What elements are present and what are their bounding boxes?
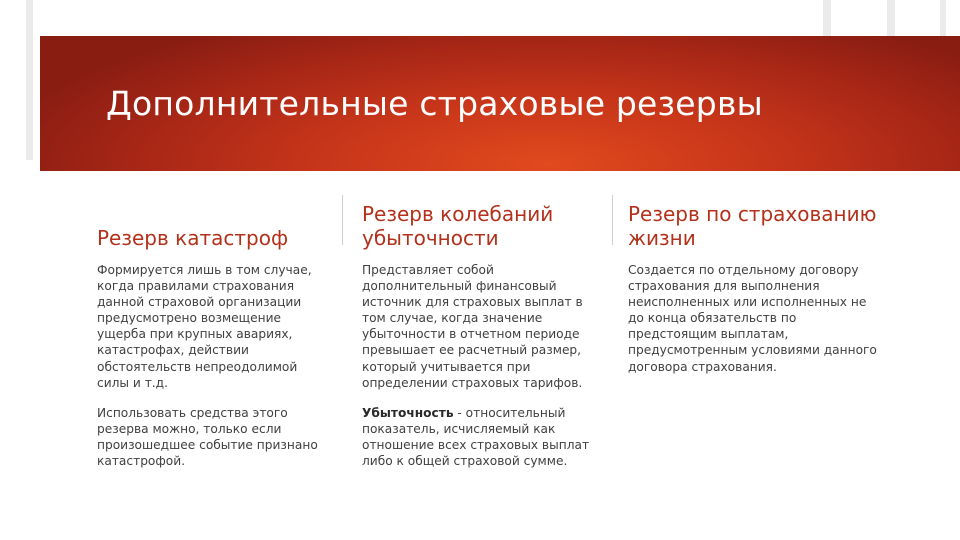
definition-paragraph [362,405,602,469]
column-heading: Резерв колебаний убыточности [362,202,554,250]
column-paragraph: Формируется лишь в том случае, когда правилами страхования данной страховой организации предусмотрено возмещение ущерба при крупных авариях, катастрофах, действии обстоятельств непреодолимой силы и т.д. [97,263,312,390]
column-divider [342,195,343,245]
column-life-insurance-reserve [628,188,878,375]
column-paragraph: Представляет собой дополнительный финансовый источник для страховых выплат в том случае, когда значение убыточности в отчетном периоде превышает ее расчетный размер, который учитывается при определении страховых тарифов. [362,263,583,390]
column-catastrophe-reserve [97,188,333,469]
column-heading: Резерв по страхованию жизни [628,202,877,250]
column-heading: Резерв катастроф [97,226,289,250]
column-paragraph: Использовать средства этого резерва можно, только если произошедшее событие признано катастрофой. [97,405,318,469]
column-loss-fluctuation-reserve [362,188,602,469]
decorative-bar-left [26,0,33,160]
column-paragraph: Создается по отдельному договору страхования для выполнения неисполненных или исполненных не до конца обязательств по предстоящим выплатам, предусмотренным условиями данного договора страхования. [628,263,877,374]
slide-title: Дополнительные страховые резервы [106,84,763,123]
definition-text: - относительный показатель, исчисляемый как отношение всех страховых выплат либо к общей страховой сумме. [362,405,590,469]
definition-term: Убыточность [362,405,454,420]
column-divider [612,195,613,245]
